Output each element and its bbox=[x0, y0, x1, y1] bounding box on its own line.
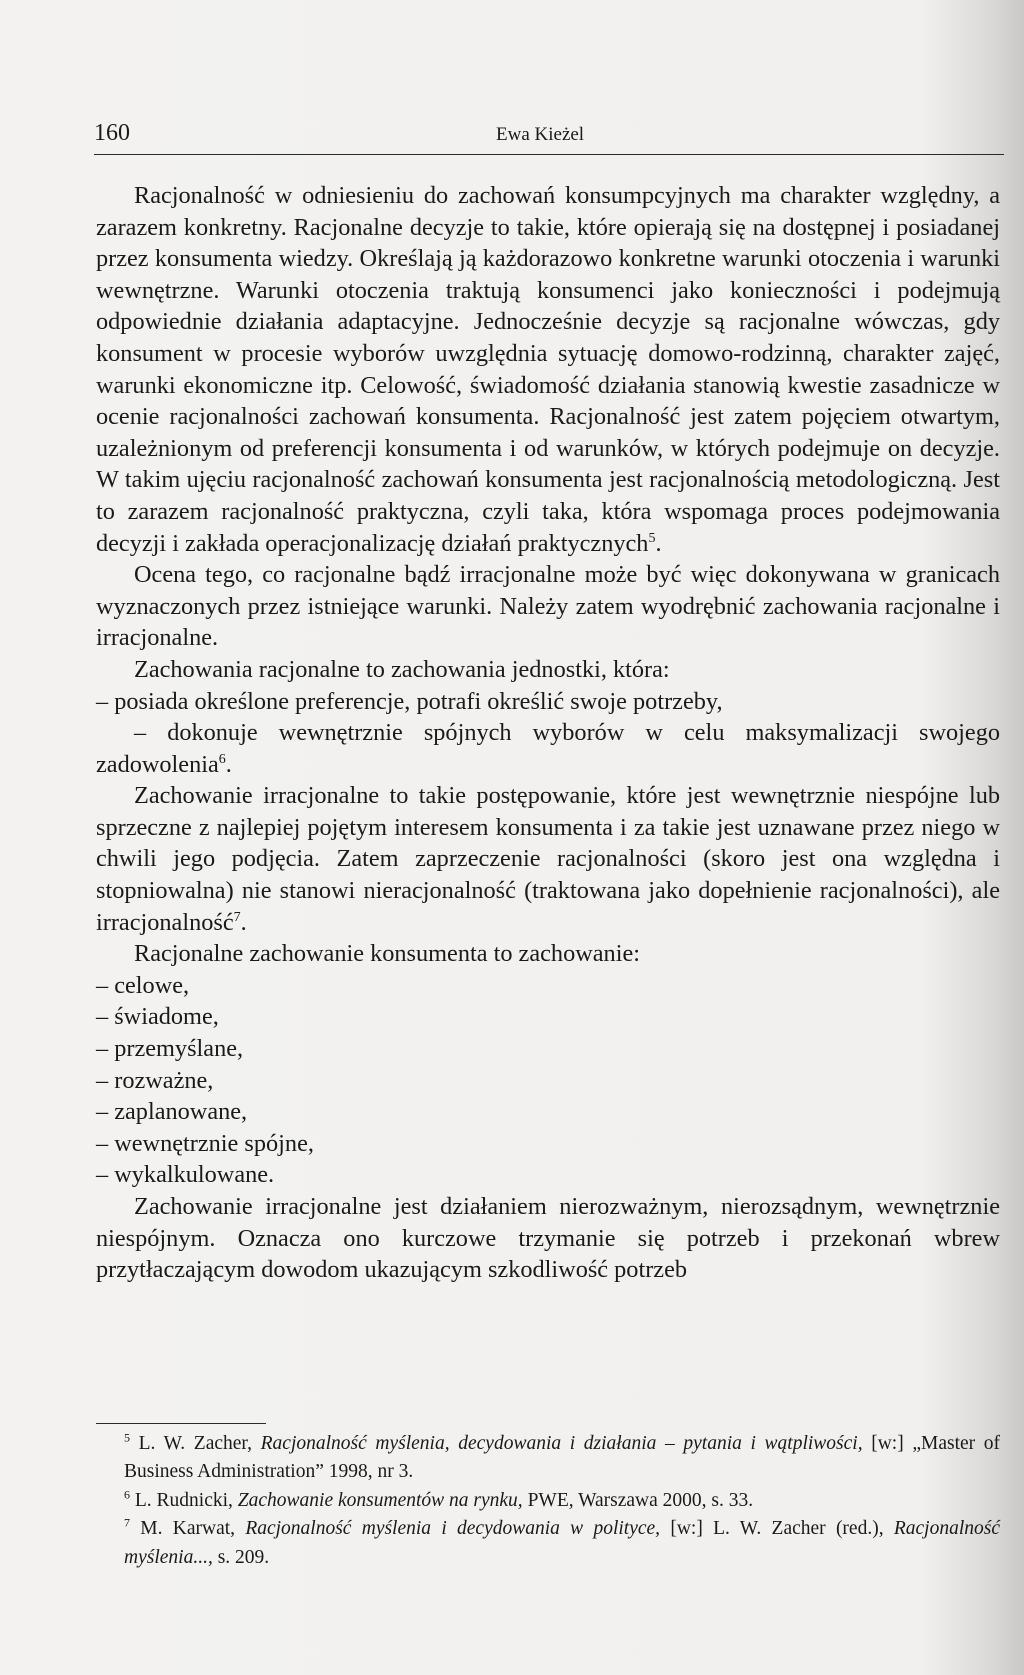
footnote-title: Zachowanie konsumentów na rynku, bbox=[237, 1489, 523, 1511]
footnote-ref: 7 bbox=[233, 909, 241, 925]
page-number: 160 bbox=[94, 120, 130, 146]
footnote-title: Racjonalność myślenia..., bbox=[124, 1518, 1001, 1568]
body-text bbox=[96, 180, 1000, 1286]
paragraph bbox=[96, 180, 1000, 559]
paragraph: Ocena tego, co racjonalne bądź irracjonalne może być więc dokonywana w granicach wyznaczonych przez istniejące warunki. Należy zatem wyodrębnić zachowania racjonalne i irracjonalne. bbox=[96, 561, 1000, 652]
paragraph: Racjonalne zachowanie konsumenta to zachowanie: bbox=[134, 940, 640, 968]
footnote-ref: 6 bbox=[218, 751, 226, 767]
paragraph bbox=[96, 780, 1000, 938]
footnote-page: s. 209. bbox=[212, 1546, 270, 1568]
list-item: – zaplanowane, bbox=[96, 1098, 248, 1126]
footnote-ref: 5 bbox=[648, 530, 656, 546]
list-item-end: . bbox=[225, 750, 232, 778]
footnote-source: [w:] „Master of Business Administration” 1998, nr 3. bbox=[124, 1433, 1001, 1483]
paragraph: Zachowanie irracjonalne jest działaniem nierozważnym, nierozsądnym, wewnętrznie niespójnym. Oznacza ono kurczowe trzymanie się potrzeb i przekonań wbrew przytłaczającym dowodom ukazującym szkodliwość potrzeb bbox=[96, 1193, 1000, 1284]
paragraph-end: . bbox=[655, 529, 662, 557]
footnotes bbox=[96, 1430, 1000, 1572]
footnote-number: 5 bbox=[124, 1430, 130, 1445]
footnote-author: M. Karwat, bbox=[140, 1518, 246, 1540]
list-item: – wewnętrznie spójne, bbox=[96, 1129, 314, 1157]
list-item: – przemyślane, bbox=[96, 1035, 244, 1063]
footnote-number: 7 bbox=[124, 1515, 130, 1530]
paragraph-end: . bbox=[240, 908, 247, 936]
running-head-author: Ewa Kieżel bbox=[496, 124, 585, 145]
list-item: – świadome, bbox=[96, 1003, 219, 1031]
footnote-6 bbox=[96, 1487, 1000, 1515]
list-item: – wykalkulowane. bbox=[96, 1161, 275, 1189]
footnote-author: L. Rudnicki, bbox=[134, 1489, 238, 1511]
footnote-number: 6 bbox=[124, 1487, 130, 1502]
list-item-text: – dokonuje wewnętrznie spójnych wyborów w celu maksymalizacji swojego zadowolenia bbox=[96, 719, 1000, 778]
paragraph: Zachowania racjonalne to zachowania jednostki, która: bbox=[134, 655, 670, 683]
footnote-source: [w:] L. W. Zacher (red.), bbox=[660, 1518, 894, 1540]
paragraph-text: Zachowanie irracjonalne to takie postępowanie, które jest wewnętrznie niespójne lub sprzeczne z najlepiej pojętym interesem konsumenta i za takie jest uznawane przez niego w chwili jego podjęcia. Zatem zaprzeczenie racjonalności (skoro jest ona względna i stopniowalna) nie stanowi nieracjonalność (traktowana jako dopełnienie racjonalności), ale irracjonalność bbox=[96, 782, 1000, 936]
footnote-author: L. W. Zacher, bbox=[138, 1433, 261, 1454]
dash-list-item bbox=[96, 717, 1000, 780]
footnote-divider bbox=[96, 1423, 266, 1424]
footnote-title: Racjonalność myślenia i decydowania w polityce, bbox=[245, 1518, 661, 1540]
footnote-7 bbox=[96, 1515, 1000, 1572]
running-head bbox=[94, 120, 1004, 155]
list-item: – celowe, bbox=[96, 971, 190, 999]
footnote-title: Racjonalność myślenia, decydowania i działania – pytania i wątpliwości, bbox=[260, 1433, 863, 1454]
paragraph-text: Racjonalność w odniesieniu do zachowań konsumpcyjnych ma charakter względny, a zarazem konkretny. Racjonalne decyzje to takie, które opierają się na dostępnej i posiadanej przez konsumenta wiedzy. Określają ją każdorazowo konkretne warunki otoczenia i warunki wewnętrzne. Warunki otoczenia traktują konsumenci jako konieczności i podejmują odpowiednie działania adaptacyjne. Jednocześnie decyzje są racjonalne wówczas, gdy konsument w procesie wyborów uwzględnia sytuację domowo-rodzinną, charakter zajęć, warunki ekonomiczne itp. Celowość, świadomość działania stanowią kwestie zasadnicze w ocenie racjonalności zachowań konsumenta. Racjonalność jest zatem pojęciem otwartym, uzależnionym od preferencji konsumenta i od warunków, w których podejmuje on decyzje. W takim ujęciu racjonalność zachowań konsumenta jest racjonalnością metodologiczną. Jest to zarazem racjonalność praktyczna, czyli taka, która wspomaga proces podejmowania decyzji i zakłada operacjonalizację działań praktycznych bbox=[96, 182, 1000, 557]
footnote-5 bbox=[96, 1430, 1000, 1487]
dash-list-item: – posiada określone preferencje, potrafi określić swoje potrzeby, bbox=[96, 687, 723, 715]
footnote-source: PWE, Warszawa 2000, s. 33. bbox=[522, 1489, 754, 1511]
list-item: – rozważne, bbox=[96, 1066, 214, 1094]
